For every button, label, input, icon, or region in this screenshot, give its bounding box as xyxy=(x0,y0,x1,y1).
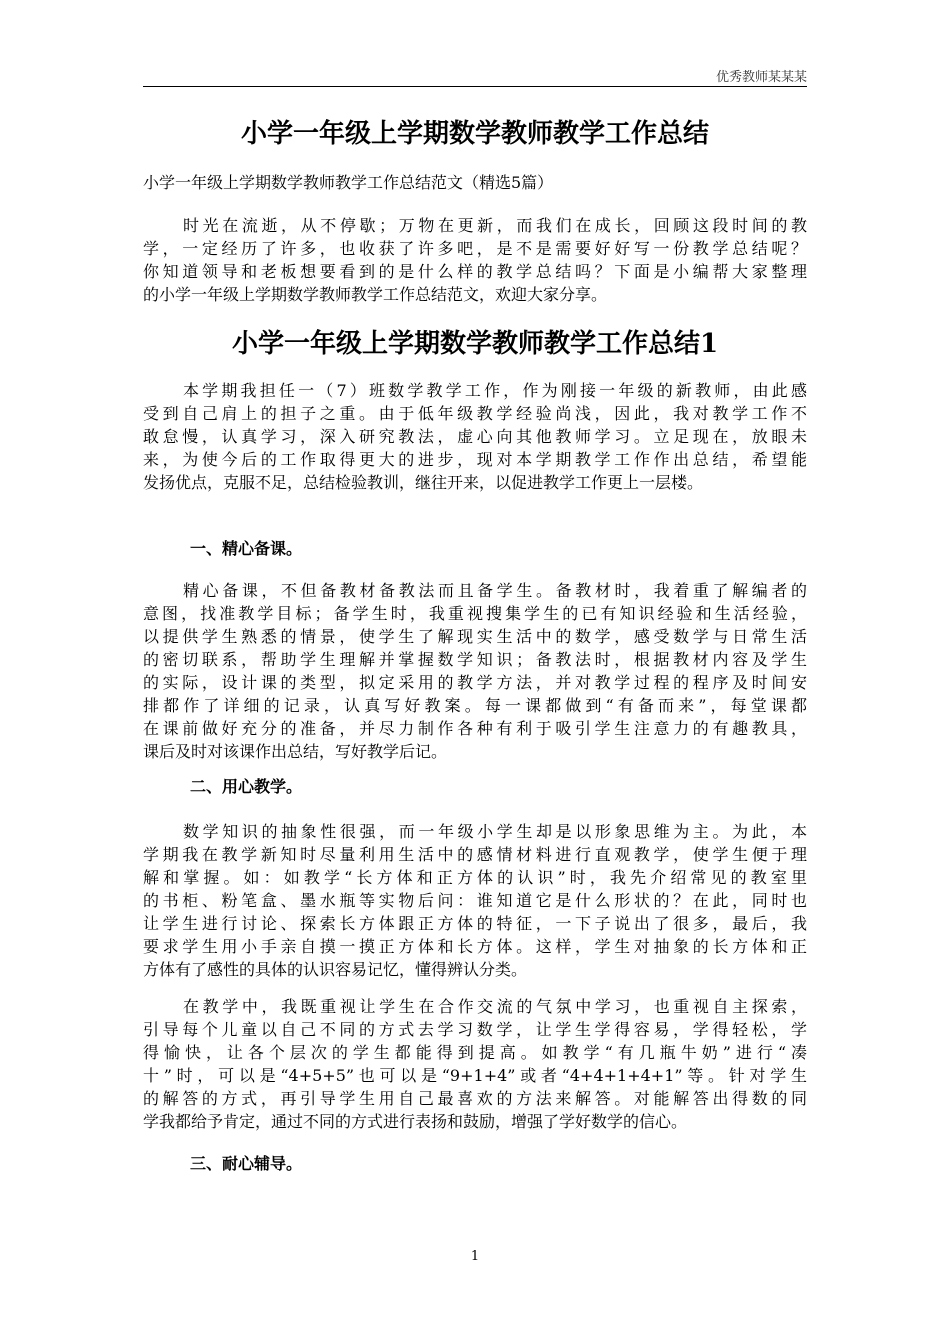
paragraph-line: 时光在流逝，从不停歇；万物在更新，而我们在成长，回顾这段时间的教 xyxy=(183,216,807,235)
document-subtitle: 小学一年级上学期数学教师教学工作总结范文（精选5篇） xyxy=(143,173,554,192)
paragraph-line: 解和掌握。如：如教学“长方体和正方体的认识”时，我先介绍常见的教室里 xyxy=(143,868,807,887)
paragraph-line: 以提供学生熟悉的情景，使学生了解现实生活中的数学，感受数学与日常生活 xyxy=(143,627,807,646)
paragraph-line: 得愉快，让各个层次的学生都能得到提高。如教学“有几瓶牛奶”进行“凑 xyxy=(143,1043,807,1062)
paragraph-line: 的解答的方式，再引导学生用自己最喜欢的方法来解答。对能解答出得数的同 xyxy=(143,1089,807,1108)
paragraph-line: 学期我在教学新知时尽量利用生活中的感情材料进行直观教学，使学生便于理 xyxy=(143,845,807,864)
header-text: 优秀教师某某某 xyxy=(715,70,807,85)
paragraph-line: 学我都给予肯定，通过不同的方式进行表扬和鼓励，增强了学好数学的信心。 xyxy=(143,1112,688,1131)
paragraph-line: 本学期我担任一（7）班数学教学工作，作为刚接一年级的新教师，由此感 xyxy=(183,381,807,400)
document-title: 小学一年级上学期数学教师教学工作总结 xyxy=(240,119,709,149)
paragraph-line: 的密切联系，帮助学生理解并掌握数学知识；备教法时，根据教材内容及学生 xyxy=(143,650,807,669)
paragraph-line: 发扬优点，克服不足，总结检验教训，继往开来，以促进教学工作更上一层楼。 xyxy=(143,473,704,492)
paragraph-line: 你知道领导和老板想要看到的是什么样的教学总结吗？下面是小编帮大家整理 xyxy=(143,262,807,281)
intro-paragraph xyxy=(143,214,807,306)
section-heading-2: 二、用心教学。 xyxy=(190,777,303,796)
paragraph-line: 数学知识的抽象性很强，而一年级小学生却是以形象思维为主。为此，本 xyxy=(183,822,807,841)
paragraph-line: 学，一定经历了许多，也收获了许多吧，是不是需要好好写一份教学总结呢？ xyxy=(143,239,807,258)
paragraph-line: 课后及时对该课作出总结，写好教学后记。 xyxy=(143,742,448,761)
paragraph-line: 在教学中，我既重视让学生在合作交流的气氛中学习，也重视自主探索， xyxy=(183,997,807,1016)
paragraph-line: 在课前做好充分的准备，并尽力制作各种有利于吸引学生注意力的有趣教具， xyxy=(143,719,807,738)
paragraph-line: 的书柜、粉笔盒、墨水瓶等实物后问：谁知道它是什么形状的？在此，同时也 xyxy=(143,891,807,910)
paragraph-line: 要求学生用小手亲自摸一摸正方体和长方体。这样，学生对抽象的长方体和正 xyxy=(143,937,807,956)
paragraph-line: 意图，找准教学目标；备学生时，我重视搜集学生的已有知识经验和生活经验， xyxy=(143,604,807,623)
paragraph-line: 方体有了感性的具体的认识容易记忆，懂得辨认分类。 xyxy=(143,960,528,979)
paragraph-line: 敢怠慢，认真学习，深入研究教法，虚心向其他教师学习。立足现在，放眼未 xyxy=(143,427,807,446)
section-heading-1: 一、精心备课。 xyxy=(190,539,303,558)
paragraph-line: 精心备课，不但备教材备教法而且备学生。备教材时，我着重了解编者的 xyxy=(183,581,807,600)
paragraph-line: 十”时，可以是“4+5+5”也可以是“9+1+4”或者“4+4+1+4+1”等。针对学生 xyxy=(143,1066,807,1085)
paragraph-line: 的实际，设计课的类型，拟定采用的教学方法，并对教学过程的程序及时间安 xyxy=(143,673,807,692)
paragraph-line: 受到自己肩上的担子之重。由于低年级教学经验尚浅，因此，我对教学工作不 xyxy=(143,404,807,423)
section-heading-3: 三、耐心辅导。 xyxy=(190,1154,303,1173)
section-title-1: 小学一年级上学期数学教师教学工作总结1 xyxy=(231,329,719,359)
paragraph-line: 的小学一年级上学期数学教师教学工作总结范文，欢迎大家分享。 xyxy=(143,285,608,304)
paragraph-1 xyxy=(143,379,807,494)
paragraph-line: 引导每个儿童以自己不同的方式去学习数学，让学生学得容易，学得轻松，学 xyxy=(143,1020,807,1039)
paragraph-2 xyxy=(143,579,807,763)
paragraph-3 xyxy=(143,820,807,981)
paragraph-line: 让学生进行讨论、探索长方体跟正方体的特征，一下子说出了很多，最后，我 xyxy=(143,914,807,933)
paragraph-4 xyxy=(143,995,807,1133)
page-number: 1 xyxy=(470,1249,480,1264)
paragraph-line: 来，为使今后的工作取得更大的进步，现对本学期教学工作作出总结，希望能 xyxy=(143,450,807,469)
header-divider xyxy=(143,86,807,87)
paragraph-line: 排都作了详细的记录，认真写好教案。每一课都做到“有备而来”，每堂课都 xyxy=(143,696,807,715)
